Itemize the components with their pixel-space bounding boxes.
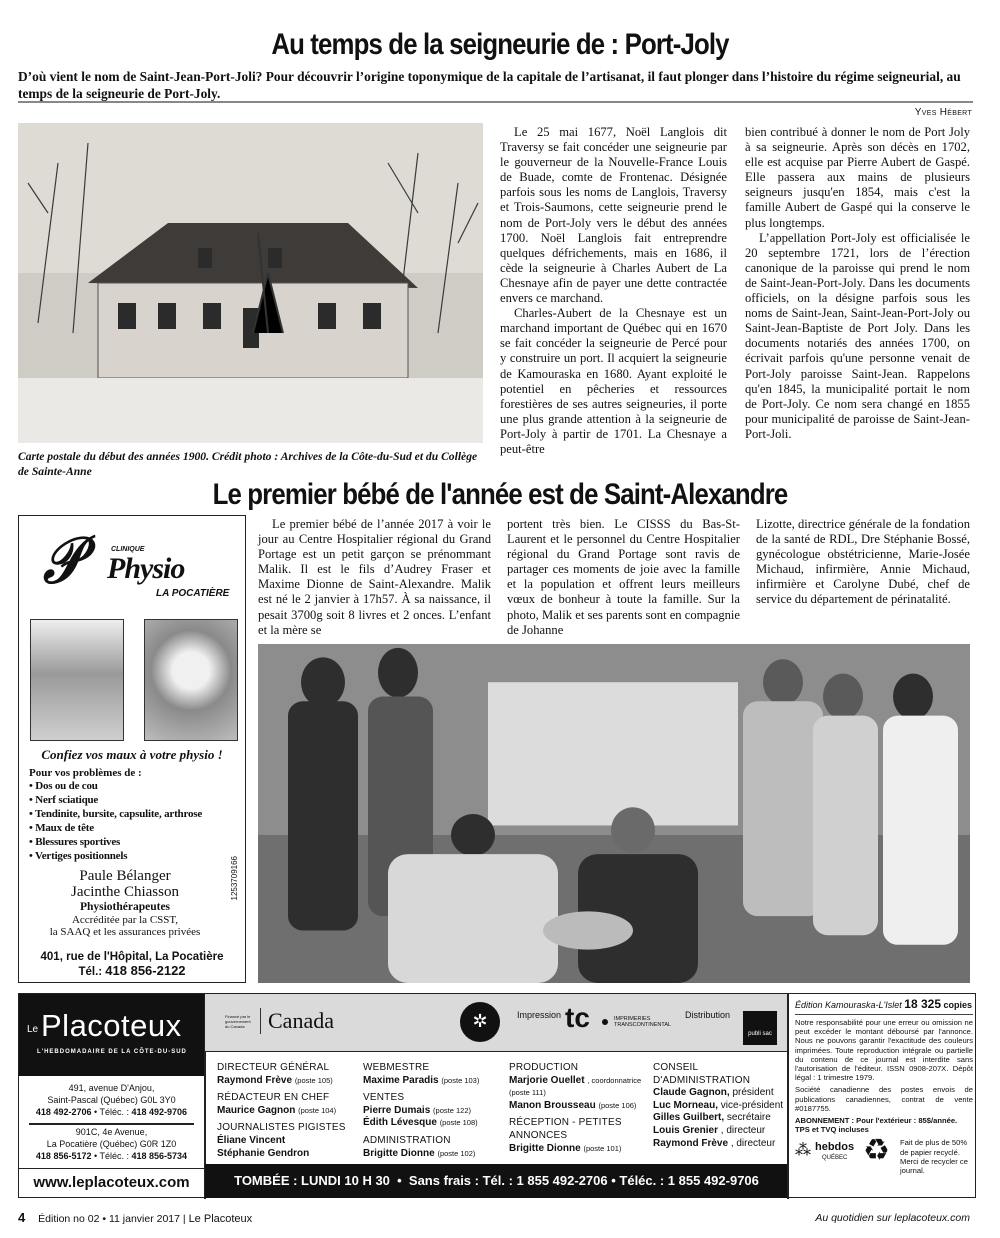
staff-role: ADMINISTRATION — [363, 1134, 451, 1146]
publisac-logo: publi sac — [743, 1011, 777, 1045]
newspaper-logo: Le Placoteux L'HEBDOMADAIRE DE LA CÔTE-DU-SUD — [19, 994, 204, 1076]
ad-code: 1253709166 — [230, 856, 239, 901]
paragraph: Lizotte, directrice générale de la fondation de la santé de RDL, Dre Stéphanie Bossé, gynécologue obstétricienne, Marie-Josée Michaud, infirmière, Annie Michaud, infirmière et Carolyne Dubé, chef de service du département de périnatalité. — [756, 517, 970, 607]
staff-member: Marjorie Ouellet , coordonnatrice (poste 111) — [509, 1074, 642, 1098]
staff-member: Maurice Gagnon (poste 104) — [217, 1104, 337, 1116]
article-column-1 — [258, 517, 491, 638]
logo-tagline: L'HEBDOMADAIRE DE LA CÔTE-DU-SUD — [37, 1049, 187, 1055]
article-dek: D’où vient le nom de Saint-Jean-Port-Joli? Pour découvrir l’origine toponymique de la capitale de l’artisanat, il faut plonger dans l’histoire du régime seigneurial, au temps de la seigneurie de Port-Joly. — [18, 69, 961, 101]
recycle-icon: ♻ — [863, 1133, 890, 1169]
page-footer-left — [18, 1210, 252, 1225]
staff-role: DIRECTEUR GÉNÉRAL — [217, 1062, 330, 1073]
article-column-2 — [745, 125, 970, 442]
footer-website[interactable]: Au quotidien sur leplacoteux.com — [815, 1212, 970, 1224]
staff-column — [363, 1057, 508, 1160]
paragraph: Le 25 mai 1677, Noël Langlois dit Traversy se fait concéder une seigneurie par le gouverneur de la Nouvelle-France Louis de Buade, comte de Frontenac. Désignée parfois sous les noms de Langlois, Traversy et Trois-Saumons, cette seigneurie prend le nom de Port-Joly vers le début des années 1700. Noël Langlois fait entreprendre quelques défrichements, mais en 1686, il cède la seigneurie à Charles Aubert de La Chesnaye afin de payer une dette contractée envers ce marchand. — [500, 125, 727, 306]
staff-member: Louis Grenier , directeur — [653, 1124, 766, 1136]
physio-photo-1 — [30, 619, 124, 741]
staff-member: Raymond Frève , directeur — [653, 1137, 776, 1149]
logo-place: LA POCATIÈRE — [156, 588, 230, 599]
edition-date: Édition no 02 • 11 janvier 2017 | — [38, 1213, 186, 1225]
staff-role: JOURNALISTES PIGISTES — [217, 1122, 346, 1134]
deadline-contact-bar: TOMBÉE : LUNDI 10 H 30 • Sans frais : Tél. : 1 855 492-2706 • Téléc. : 1 855 492-9706 — [205, 1164, 788, 1198]
staff-member: Éliane Vincent — [217, 1134, 286, 1146]
staff-member: Stéphanie Gendron — [217, 1147, 310, 1159]
edition-name: Édition Kamouraska-L'Islet — [795, 1000, 902, 1010]
staff-member: Brigitte Dionne (poste 102) — [363, 1147, 476, 1159]
accreditation: Accréditée par la CSST, — [71, 914, 179, 926]
runner-figure-icon: 𝒫 — [36, 526, 88, 597]
physio-logo — [19, 516, 245, 611]
staff-member: Claude Gagnon, président — [653, 1087, 774, 1099]
hebdos-label: hebdos — [815, 1141, 855, 1154]
staff-role: RÉDACTEUR EN CHEF — [217, 1092, 330, 1104]
logo-main: Physio — [107, 552, 185, 585]
ad-intro: Pour vos problèmes de : — [29, 767, 142, 779]
staff-column — [653, 1057, 788, 1150]
paragraph: Charles-Aubert de la Chesnaye est un marchand important de Québec qui en 1670 se fait concéder la seigneurie de Percé pour y construire un port. Il acquiert la seigneurie de Kamouraska en 1680. Ayant exploité le potentiel en pêcheries et ressources forestières de ses autres seigneuries, il porte une plus grande attention à la seigneurie de Port-Joly à partir de 1701. La Chesnaye a peut-être — [500, 306, 727, 456]
staff-role: CONSEIL D'ADMINISTRATION — [653, 1062, 751, 1086]
tc-logo: tc — [565, 1002, 590, 1033]
ad-list-item: • Maux de tête — [29, 822, 94, 834]
edition-info: Édition Kamouraska-L'Islet 18 325 copies Notre responsabilité pour une erreur ou omission ne peut excéder le montant déboursé par l'annonce. Nous ne pouvons garantir l'exactitude des couleurs imprimées. Toute reproduction intégrale ou partielle du contenu de ce journal est interdite sans l'autorisation de l'éditeur. ISSN 0908-207X. Dépôt légal : 1 trimestre 1979. Société canadienne des postes envois de publications canadiennes, contrat de vente #0187755. ABONNEMENT : Pour l'extérieur : 85$/année. TPS et TVQ incluses ⁂ hebdos QUÉBEC ♻ Fait de plus de 50% de papier recyclé. Merci de recycler ce journal. — [795, 997, 973, 1176]
funded-note: Financé par le gouvernement du Canada — [225, 1014, 251, 1029]
article-title: Au temps de la seigneurie de : Port-Joly — [271, 28, 729, 61]
paragraph: portent très bien. Le CISSS du Bas-St-Laurent et le personnel du Centre Hospitalier régional du Grand Portage sont ravis de partager ces moments de joie avec la famille et la population et offrent leurs meilleurs vœux de bonheur à toute la famille. Sur la photo, Malik et ses parents sont en compagnie de Johanne — [507, 517, 740, 637]
ad-list-item: • Vertiges positionnels — [29, 850, 128, 862]
subscription-info: ABONNEMENT : Pour l'extérieur : 85$/année. TPS et TVQ incluses — [795, 1116, 958, 1135]
recycle-note: Fait de plus de 50% de papier recyclé. Merci de recycler ce journal. — [900, 1138, 968, 1176]
staff-member: Brigitte Dionne (poste 101) — [509, 1142, 622, 1154]
staff-member: Pierre Dumais (poste 122) — [363, 1104, 471, 1116]
copies-count: 18 325 — [904, 997, 941, 1011]
physio-clinic-ad — [18, 515, 246, 983]
staff-role: PRODUCTION — [509, 1062, 579, 1073]
ad-list-item: • Dos ou de cou — [29, 780, 98, 792]
website-link[interactable]: www.leplacoteux.com — [19, 1168, 204, 1198]
profession: Physiothérapeutes — [79, 901, 171, 913]
article-column-3 — [756, 517, 970, 608]
divider — [18, 101, 973, 103]
office-la-pocatiere: 901C, 4e Avenue, La Pocatière (Québec) G0R 1Z0 418 856-5172 • Téléc. : 418 856-5734 — [35, 1127, 188, 1161]
staff-role: VENTES — [363, 1092, 405, 1104]
physio-photo-2 — [144, 619, 238, 741]
footer-brand: Le Placoteux — [188, 1213, 253, 1225]
ad-list — [19, 779, 245, 863]
article-column-1 — [500, 125, 727, 457]
staff-member: Luc Morneau, vice-président — [653, 1099, 784, 1111]
ad-list-item: • Nerf sciatique — [29, 794, 99, 806]
name: Paule Bélanger — [79, 868, 171, 884]
logo-small: CLINIQUE — [111, 546, 145, 553]
hospital-group-photo — [258, 644, 970, 983]
page-number: 4 — [18, 1210, 26, 1225]
staff-member: Manon Brousseau (poste 106) — [509, 1099, 637, 1111]
staff-role: RÉCEPTION - PETITES ANNONCES — [509, 1117, 622, 1141]
staff-member: Maxime Paradis (poste 103) — [363, 1074, 480, 1086]
tc-name: IMPRIMERIES TRANSCONTINENTAL — [614, 1016, 672, 1028]
distribution-label: Distribution — [685, 1010, 731, 1020]
ad-slogan: Confiez vos maux à votre physio ! — [41, 747, 223, 762]
staff-member: Gilles Guilbert, secrétaire — [653, 1112, 771, 1124]
office-saint-pascal: 491, avenue D'Anjou, Saint-Pascal (Québec) G0L 3Y0 418 492-2706 • Téléc. : 418 492-9706 — [35, 1083, 188, 1117]
divider — [29, 1123, 194, 1125]
byline: Yves Hébert — [914, 107, 972, 118]
paragraph: Le premier bébé de l’année 2017 à voir le jour au Centre Hospitalier régional du Grand Portage est un petit garçon se prénommant Malik. Il est le fils d’Audrey Fraser et Maxime Dionne de Saint-Alexandre. Malik est né le 2 janvier à 17h57. À sa naissance, il pesait 3700g soit 8 livres et 2 onces. L’enfant et la mère se — [258, 517, 491, 637]
partners-strip — [205, 994, 788, 1052]
impression-label: Impression — [517, 1010, 562, 1020]
ad-contact — [19, 950, 245, 982]
historic-house-photo — [18, 123, 483, 443]
hebdos-quebec-logo-icon: ⁂ — [795, 1140, 811, 1160]
staff-column — [509, 1057, 654, 1155]
ad-phone: Tél.: 418 856-2122 — [78, 963, 186, 978]
ad-list-item: • Blessures sportives — [29, 836, 121, 848]
staff-member: Édith Lévesque (poste 108) — [363, 1117, 478, 1129]
paragraph: L’appellation Port-Joly est officialisée le 20 septembre 1721, lors de l’érection canonique de la paroisse qui prend le nom de Saint-Jean-Port-Joly. Dans les documents officiels, on la désigne parfois sous les noms de Saint-Jean, Saint-Jean-Port-Joly ou Saint-Jean-Baptiste de Port Joly. Dans les documents notariés des années 1700, on écrivait parfois qu'une personne venait de Port-Joly paroisse Saint-Jean. Rappelons qu'en 1845, la municipalité portait le nom de Port-Joly. Ce nom sera changé en 1855 pour municipalité de paroisse de Saint-Jean-Port-Joli. — [745, 230, 970, 441]
paragraph: bien contribué à donner le nom de Port Joly à sa seigneurie. Après son décès en 1702, elle est acquise par Pierre Aubert de Gaspé. Elle passera aux mains de plusieurs seigneurs jusqu'en 1854, mais c'est la famille Aubert de Gaspé qui la conserve le plus longtemps. — [745, 125, 970, 230]
article-column-2 — [507, 517, 740, 638]
article-title: Le premier bébé de l'année est de Saint-Alexandre — [212, 478, 788, 511]
ad-address: 401, rue de l'Hôpital, La Pocatière — [40, 951, 224, 963]
canada-wordmark: Canada — [268, 1008, 334, 1033]
staff-member: Raymond Frève (poste 105) — [217, 1074, 333, 1086]
ad-list-item: • Tendinite, bursite, capsulite, arthrose — [29, 808, 203, 820]
masthead-box — [18, 993, 976, 1198]
logo-name: Placoteux — [41, 1008, 182, 1043]
name: Jacinthe Chiasson — [71, 884, 179, 900]
legal-notice: Notre responsabilité pour une erreur ou omission ne peut excéder le montant déboursé par l'annonce. Nous ne pouvons garantir l'exactitude des couleurs imprimées. Toute reproduction intégrale ou partielle du contenu de ce journal est interdite sans l'autorisation de l'éditeur. ISSN 0908-207X. Dépôt légal : 1 trimestre 1979. — [795, 1018, 973, 1083]
accreditation: la SAAQ et les assurances privées — [49, 926, 201, 938]
certified-circulation-seal-icon: ✲ — [460, 1002, 500, 1042]
photo-caption: Carte postale du début des années 1900. Crédit photo : Archives de la Côte-du-Sud et du Collège de Sainte-Anne — [18, 450, 478, 478]
staff-column — [217, 1057, 362, 1160]
postal-notice: Société canadienne des postes envois de publications canadiennes, contrat de vente #0187755. — [795, 1085, 973, 1113]
staff-role: WEBMESTRE — [363, 1062, 430, 1073]
